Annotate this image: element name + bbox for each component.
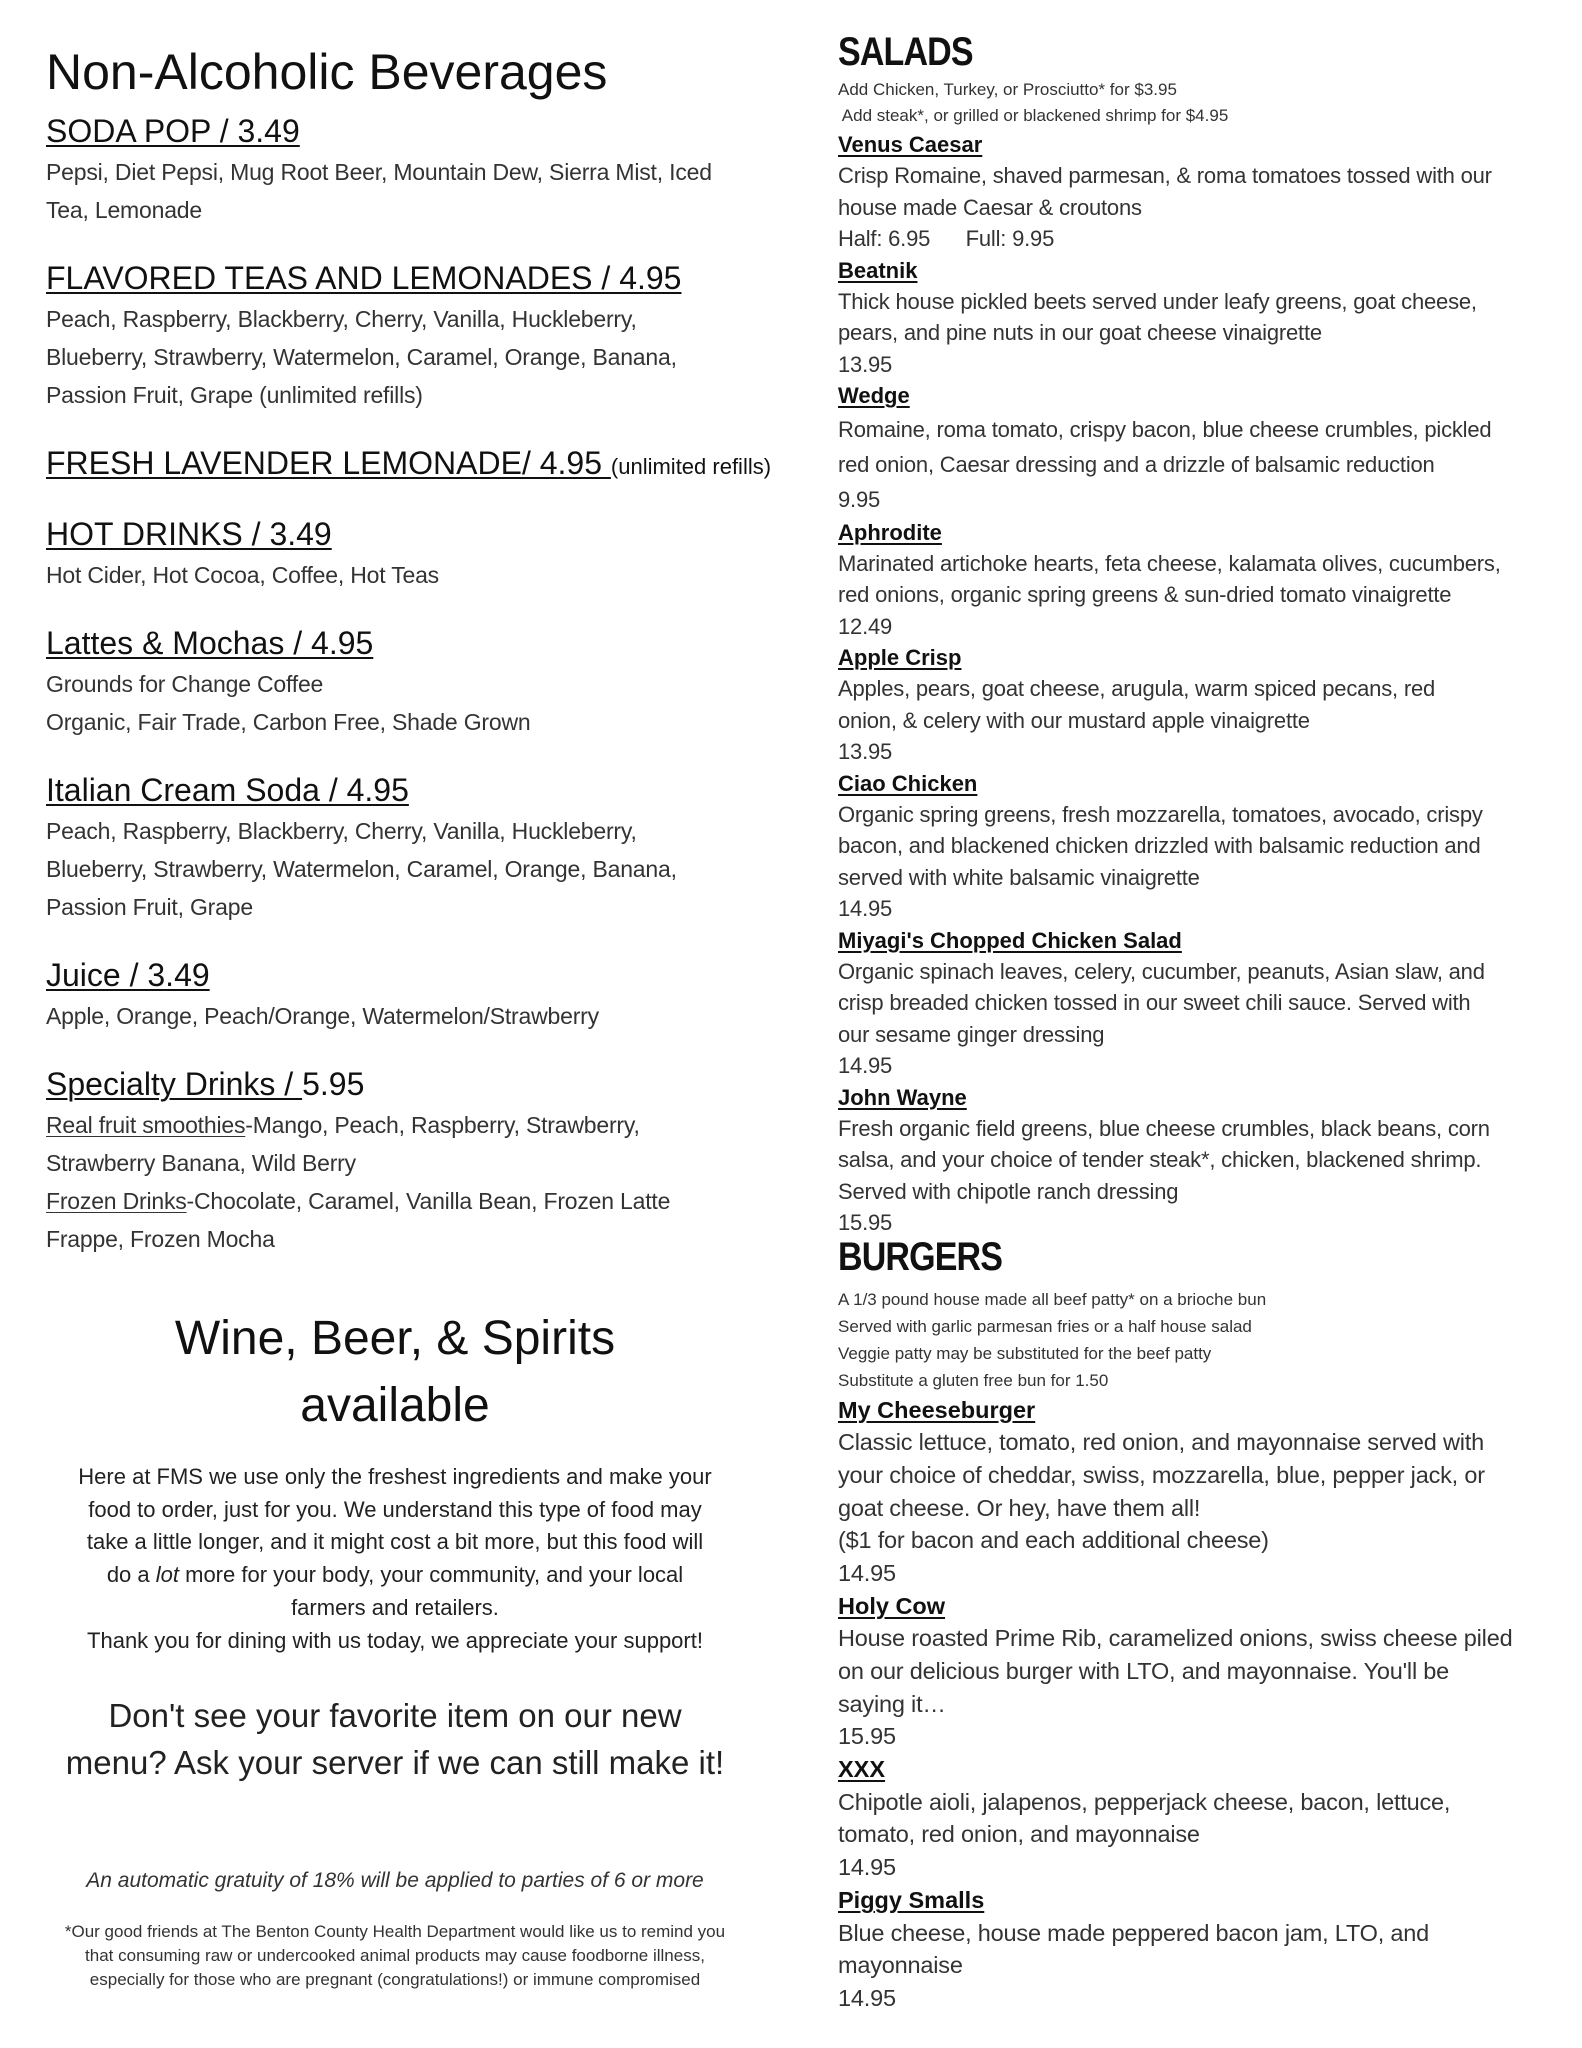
beverage-heading-text: FRESH LAVENDER LEMONADE/ 4.95 <box>46 445 611 481</box>
beverage-line: Passion Fruit, Grape (unlimited refills) <box>46 382 423 408</box>
menu-item-description: pears, and pine nuts in our goat cheese vinaigrette <box>838 320 1322 346</box>
beverage-section <box>46 768 786 926</box>
menu-note: Substitute a gluten free bun for 1.50 <box>838 1370 1109 1390</box>
beverage-line-text: -Chocolate, Caramel, Vanilla Bean, Frozen Latte <box>186 1188 671 1214</box>
menu-item-description: Crisp Romaine, shaved parmesan, & roma tomatoes tossed with our <box>838 163 1492 189</box>
menu-item-description: House roasted Prime Rib, caramelized onions, swiss cheese piled <box>838 1625 1513 1652</box>
intro-line: take a little longer, and it might cost a bit more, but this food will <box>86 1529 704 1555</box>
beverage-line: Peach, Raspberry, Blackberry, Cherry, Vanilla, Huckleberry, <box>46 306 637 332</box>
menu-item <box>838 1394 1558 1590</box>
menu-item-name <box>838 129 1558 160</box>
menu-item-name <box>838 768 1558 799</box>
menu-item-description: on our delicious burger with LTO, and mayonnaise. You'll be <box>838 1658 1450 1684</box>
beverages-column <box>46 40 786 1285</box>
beverage-heading-text: Lattes & Mochas / 4.95 <box>46 625 374 661</box>
beverage-heading <box>46 621 786 665</box>
ask-line-1: Don't see your favorite item on our new <box>108 1697 682 1734</box>
beverage-section <box>46 441 786 485</box>
menu-item <box>838 380 1558 516</box>
menu-item-description: Classic lettuce, tomato, red onion, and mayonnaise served with <box>838 1429 1484 1456</box>
beverage-heading <box>46 441 786 485</box>
beverage-line: Strawberry Banana, Wild Berry <box>46 1150 356 1176</box>
menu-item-description: bacon, and blackened chicken drizzled with balsamic reduction and <box>838 833 1481 859</box>
menu-item-description: Marinated artichoke hearts, feta cheese, kalamata olives, cucumbers, <box>838 550 1501 576</box>
menu-item-name-text: John Wayne <box>838 1084 967 1110</box>
menu-item <box>838 925 1558 1082</box>
menu-item-name-text: Venus Caesar <box>838 132 983 157</box>
wine-beer-spirits-notice <box>0 1305 790 1439</box>
menu-item-description: salsa, and your choice of tender steak*, chicken, blackened shrimp. <box>838 1147 1482 1173</box>
menu-item <box>838 768 1558 925</box>
menu-item <box>838 642 1558 768</box>
beverage-line: Blueberry, Strawberry, Watermelon, Caramel, Orange, Banana, <box>46 344 677 370</box>
intro-line: farmers and retailers. <box>291 1594 499 1620</box>
beverage-line-text: -Mango, Peach, Raspberry, Strawberry, <box>245 1112 640 1138</box>
menu-item-description: your choice of cheddar, swiss, mozzarella, blue, pepper jack, or <box>838 1461 1485 1488</box>
menu-item-description: 14.95 <box>838 1854 896 1881</box>
salad-items <box>838 129 1558 1239</box>
intro-line: food to order, just for you. We understand this type of food may <box>88 1496 702 1522</box>
menu-item-description: served with white balsamic vinaigrette <box>838 864 1200 890</box>
menu-item-description: house made Caesar & croutons <box>838 194 1142 220</box>
beverage-heading <box>46 256 786 300</box>
beverage-heading-text: Specialty Drinks / <box>46 1066 303 1102</box>
ask-line-2: menu? Ask your server if we can still make it! <box>65 1744 725 1781</box>
beverage-price: 5.95 <box>302 1066 365 1102</box>
burger-notes <box>838 1286 1558 1394</box>
beverage-line: Blueberry, Strawberry, Watermelon, Caramel, Orange, Banana, <box>46 856 677 882</box>
menu-item-description: 14.95 <box>838 1053 893 1079</box>
menu-note: A 1/3 pound house made all beef patty* on a brioche bun <box>838 1289 1267 1309</box>
menu-item-name <box>838 1394 1558 1427</box>
menu-item-description: red onion, Caesar dressing and a drizzle of balsamic reduction <box>838 451 1435 477</box>
menu-item-name-text: Holy Cow <box>838 1592 946 1619</box>
menu-item-description: Organic spinach leaves, celery, cucumber, peanuts, Asian slaw, and <box>838 958 1485 984</box>
menu-item-description: 14.95 <box>838 1984 896 2011</box>
menu-item-name-text: Aphrodite <box>838 519 942 545</box>
beverage-section <box>46 1062 786 1258</box>
intro-line <box>0 1559 790 1592</box>
menu-item-name-text: Wedge <box>838 383 910 409</box>
menu-item-description: Apples, pears, goat cheese, arugula, warm spiced pecans, red <box>838 676 1436 702</box>
burgers-title: BURGERS <box>838 1234 1003 1279</box>
salads-title: SALADS <box>838 30 973 74</box>
menu-item-description: tomato, red onion, and mayonnaise <box>838 1821 1200 1848</box>
menu-item-name <box>838 1884 1558 1917</box>
menu-note: Add Chicken, Turkey, or Prosciutto* for $3.95 <box>838 80 1177 99</box>
menu-item-description: ($1 for bacon and each additional cheese) <box>838 1527 1269 1554</box>
beverage-sections <box>46 109 786 1258</box>
menu-item-description: 15.95 <box>838 1210 893 1236</box>
menu-item <box>838 517 1558 643</box>
menu-item-description: Organic spring greens, fresh mozzarella, tomatoes, avocado, crispy <box>838 802 1483 828</box>
beverage-line: Grounds for Change Coffee <box>46 671 324 697</box>
menu-item-name-text: Piggy Smalls <box>838 1886 985 1913</box>
beverage-heading <box>46 953 786 997</box>
menu-item-description: 14.95 <box>838 896 893 922</box>
beverage-section <box>46 953 786 1035</box>
menu-item-description: Blue cheese, house made peppered bacon jam, LTO, and <box>838 1919 1429 1946</box>
menu-item-description: red onions, organic spring greens & sun-dried tomato vinaigrette <box>838 582 1452 608</box>
menu-note: Add steak*, or grilled or blackened shrimp for $4.95 <box>838 106 1229 125</box>
gratuity-note: An automatic gratuity of 18% will be applied to parties of 6 or more <box>86 1869 704 1892</box>
health-disclaimer <box>0 1920 790 1992</box>
menu-item-description: 13.95 <box>838 739 893 765</box>
beverage-line: Peach, Raspberry, Blackberry, Cherry, Vanilla, Huckleberry, <box>46 818 637 844</box>
menu-item-name-text: Beatnik <box>838 257 918 283</box>
beverage-heading-text: HOT DRINKS / 3.49 <box>46 516 332 552</box>
burger-items <box>838 1394 1558 2015</box>
menu-item-name <box>838 380 1558 411</box>
beverage-line: Frappe, Frozen Mocha <box>46 1226 275 1252</box>
beverage-heading-note: (unlimited refills) <box>610 454 772 479</box>
menu-item-description: crisp breaded chicken tossed in our sweet chili sauce. Served with <box>838 990 1471 1016</box>
menu-item-name <box>838 925 1558 956</box>
menu-item-description: onion, & celery with our mustard apple vinaigrette <box>838 707 1310 733</box>
intro-emphasis: lot <box>155 1562 179 1588</box>
beverage-section <box>46 256 786 414</box>
menu-item-description: Half: 6.95 Full: 9.95 <box>838 226 1055 252</box>
intro-paragraph <box>0 1461 790 1657</box>
wine-line-2: available <box>300 1379 490 1432</box>
beverage-heading <box>46 1062 786 1106</box>
menu-item-name-text: Miyagi's Chopped Chicken Salad <box>838 927 1182 953</box>
beverage-line: Apple, Orange, Peach/Orange, Watermelon/Strawberry <box>46 1003 599 1029</box>
beverage-line: Tea, Lemonade <box>46 197 202 223</box>
beverage-subheading: Real fruit smoothies <box>46 1112 246 1138</box>
beverage-line <box>46 1182 786 1220</box>
menu-item-description: saying it… <box>838 1690 946 1717</box>
beverage-line: Pepsi, Diet Pepsi, Mug Root Beer, Mountain Dew, Sierra Mist, Iced <box>46 159 712 185</box>
menu-item <box>838 1082 1558 1239</box>
menu-item-description: Served with chipotle ranch dressing <box>838 1178 1179 1204</box>
menu-item-description: Chipotle aioli, jalapenos, pepperjack cheese, bacon, lettuce, <box>838 1788 1451 1815</box>
disclaimer-line: that consuming raw or undercooked animal products may cause foodborne illness, <box>85 1946 705 1965</box>
menu-item-name-text: Ciao Chicken <box>838 770 978 796</box>
menu-item-description: Thick house pickled beets served under leafy greens, goat cheese, <box>838 288 1477 314</box>
menu-item-name <box>838 517 1558 548</box>
menu-item-description: our sesame ginger dressing <box>838 1021 1105 1047</box>
beverage-heading <box>46 768 786 812</box>
menu-item-description: mayonnaise <box>838 1952 963 1979</box>
ask-server-note <box>0 1692 790 1786</box>
beverages-title: Non-Alcoholic Beverages <box>46 44 608 100</box>
intro-line: Thank you for dining with us today, we appreciate your support! <box>87 1627 703 1653</box>
menu-item-description: Fresh organic field greens, blue cheese crumbles, black beans, corn <box>838 1115 1490 1141</box>
menu-item-description: 14.95 <box>838 1559 896 1586</box>
intro-line: Here at FMS we use only the freshest ingredients and make your <box>78 1464 712 1489</box>
menu-item-name <box>838 1590 1558 1623</box>
menu-item-name-text: XXX <box>838 1756 886 1783</box>
menu-item-description: 15.95 <box>838 1723 896 1750</box>
intro-text: more for your body, your community, and your local <box>179 1562 684 1588</box>
menu-item <box>838 255 1558 381</box>
menu-item-description: 12.49 <box>838 613 893 639</box>
menu-item-description: Romaine, roma tomato, crispy bacon, blue cheese crumbles, pickled <box>838 416 1492 442</box>
disclaimer-line: *Our good friends at The Benton County Health Department would like us to remind you <box>64 1922 726 1941</box>
beverage-line: Hot Cider, Hot Cocoa, Coffee, Hot Teas <box>46 562 439 588</box>
wine-line-1: Wine, Beer, & Spirits <box>174 1312 616 1365</box>
menu-item <box>838 1590 1558 1753</box>
menu-item-name <box>838 255 1558 286</box>
beverage-section <box>46 109 786 229</box>
beverage-line: Organic, Fair Trade, Carbon Free, Shade Grown <box>46 709 531 735</box>
beverage-section <box>46 512 786 594</box>
salad-addons <box>838 77 1558 129</box>
menu-item-description: goat cheese. Or hey, have them all! <box>838 1494 1201 1521</box>
beverage-subheading: Frozen Drinks <box>46 1188 187 1214</box>
menu-item <box>838 1884 1558 2015</box>
menu-item-name <box>838 642 1558 673</box>
beverage-heading-text: FLAVORED TEAS AND LEMONADES / 4.95 <box>46 260 682 296</box>
menu-note: Veggie patty may be substituted for the beef patty <box>838 1343 1212 1363</box>
menu-item <box>838 1753 1558 1884</box>
menu-item-description: 13.95 <box>838 351 893 377</box>
beverage-heading-text: Italian Cream Soda / 4.95 <box>46 772 409 808</box>
beverage-section <box>46 621 786 741</box>
menu-item-name-text: My Cheeseburger <box>838 1396 1036 1423</box>
beverage-line: Passion Fruit, Grape <box>46 894 253 920</box>
menu-item-description: 9.95 <box>838 486 881 512</box>
disclaimer-line: especially for those who are pregnant (congratulations!) or immune compromised <box>89 1970 701 1989</box>
menu-item-name <box>838 1753 1558 1786</box>
beverage-line <box>46 1106 786 1144</box>
beverage-heading-text: Juice / 3.49 <box>46 957 210 993</box>
beverage-heading-text: SODA POP / 3.49 <box>46 113 300 149</box>
menu-item-name-text: Apple Crisp <box>838 645 962 671</box>
menu-item-name <box>838 1082 1558 1113</box>
menu-item <box>838 129 1558 255</box>
beverage-heading <box>46 512 786 556</box>
menu-note: Served with garlic parmesan fries or a half house salad <box>838 1316 1252 1336</box>
beverage-heading <box>46 109 786 153</box>
food-column <box>838 27 1558 2015</box>
intro-text: do a <box>106 1562 156 1588</box>
